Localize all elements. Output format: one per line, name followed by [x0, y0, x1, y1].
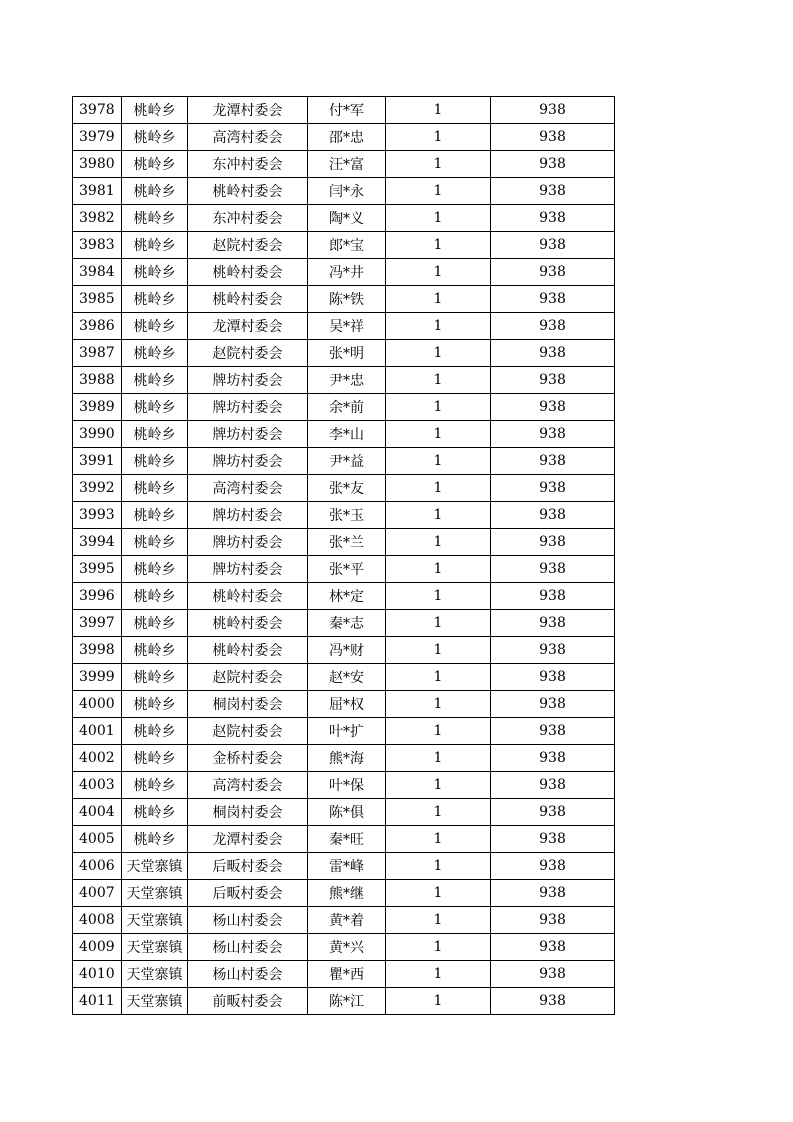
row-number-cell: 4000 — [73, 691, 122, 718]
count-cell: 1 — [386, 934, 491, 961]
name-cell: 陶*义 — [308, 205, 386, 232]
village-committee-cell: 龙潭村委会 — [188, 313, 308, 340]
village-committee-cell: 牌坊村委会 — [188, 448, 308, 475]
village-committee-cell: 桃岭村委会 — [188, 178, 308, 205]
amount-cell: 938 — [491, 502, 615, 529]
village-committee-cell: 龙潭村委会 — [188, 826, 308, 853]
name-cell: 余*前 — [308, 394, 386, 421]
count-cell: 1 — [386, 907, 491, 934]
name-cell: 张*平 — [308, 556, 386, 583]
name-cell: 尹*忠 — [308, 367, 386, 394]
count-cell: 1 — [386, 718, 491, 745]
table-row — [73, 502, 615, 529]
count-cell: 1 — [386, 961, 491, 988]
township-cell: 桃岭乡 — [122, 799, 188, 826]
name-cell: 屈*权 — [308, 691, 386, 718]
count-cell: 1 — [386, 691, 491, 718]
township-cell: 天堂寨镇 — [122, 988, 188, 1015]
row-number-cell: 4011 — [73, 988, 122, 1015]
name-cell: 张*兰 — [308, 529, 386, 556]
count-cell: 1 — [386, 232, 491, 259]
name-cell: 陈*江 — [308, 988, 386, 1015]
amount-cell: 938 — [491, 340, 615, 367]
township-cell: 桃岭乡 — [122, 826, 188, 853]
township-cell: 天堂寨镇 — [122, 934, 188, 961]
row-number-cell: 3995 — [73, 556, 122, 583]
village-committee-cell: 高湾村委会 — [188, 124, 308, 151]
name-cell: 闫*永 — [308, 178, 386, 205]
count-cell: 1 — [386, 124, 491, 151]
village-committee-cell: 牌坊村委会 — [188, 502, 308, 529]
amount-cell: 938 — [491, 907, 615, 934]
village-committee-cell: 牌坊村委会 — [188, 556, 308, 583]
table-row — [73, 853, 615, 880]
table-row — [73, 232, 615, 259]
table-row — [73, 799, 615, 826]
name-cell: 汪*富 — [308, 151, 386, 178]
table-row — [73, 583, 615, 610]
row-number-cell: 3999 — [73, 664, 122, 691]
amount-cell: 938 — [491, 124, 615, 151]
amount-cell: 938 — [491, 421, 615, 448]
name-cell: 赵*安 — [308, 664, 386, 691]
row-number-cell: 4005 — [73, 826, 122, 853]
table-row — [73, 637, 615, 664]
village-committee-cell: 后畈村委会 — [188, 853, 308, 880]
row-number-cell: 3992 — [73, 475, 122, 502]
amount-cell: 938 — [491, 151, 615, 178]
township-cell: 桃岭乡 — [122, 421, 188, 448]
table-row — [73, 151, 615, 178]
amount-cell: 938 — [491, 961, 615, 988]
township-cell: 桃岭乡 — [122, 529, 188, 556]
count-cell: 1 — [386, 664, 491, 691]
count-cell: 1 — [386, 556, 491, 583]
township-cell: 桃岭乡 — [122, 637, 188, 664]
village-committee-cell: 赵院村委会 — [188, 232, 308, 259]
amount-cell: 938 — [491, 448, 615, 475]
village-committee-cell: 桃岭村委会 — [188, 583, 308, 610]
name-cell: 叶*扩 — [308, 718, 386, 745]
row-number-cell: 3993 — [73, 502, 122, 529]
township-cell: 桃岭乡 — [122, 610, 188, 637]
table-row — [73, 259, 615, 286]
table-row — [73, 772, 615, 799]
row-number-cell: 3988 — [73, 367, 122, 394]
count-cell: 1 — [386, 178, 491, 205]
amount-cell: 938 — [491, 286, 615, 313]
count-cell: 1 — [386, 529, 491, 556]
village-committee-cell: 杨山村委会 — [188, 934, 308, 961]
amount-cell: 938 — [491, 313, 615, 340]
table-row — [73, 124, 615, 151]
table-row — [73, 367, 615, 394]
table-row — [73, 475, 615, 502]
township-cell: 桃岭乡 — [122, 286, 188, 313]
township-cell: 天堂寨镇 — [122, 907, 188, 934]
count-cell: 1 — [386, 502, 491, 529]
township-cell: 桃岭乡 — [122, 718, 188, 745]
row-number-cell: 4010 — [73, 961, 122, 988]
name-cell: 熊*海 — [308, 745, 386, 772]
village-committee-cell: 后畈村委会 — [188, 880, 308, 907]
village-committee-cell: 东冲村委会 — [188, 151, 308, 178]
amount-cell: 938 — [491, 178, 615, 205]
village-committee-cell: 龙潭村委会 — [188, 97, 308, 124]
amount-cell: 938 — [491, 745, 615, 772]
name-cell: 雷*峰 — [308, 853, 386, 880]
village-committee-cell: 桐岗村委会 — [188, 799, 308, 826]
village-committee-cell: 桐岗村委会 — [188, 691, 308, 718]
count-cell: 1 — [386, 151, 491, 178]
row-number-cell: 4007 — [73, 880, 122, 907]
table-row — [73, 556, 615, 583]
row-number-cell: 3978 — [73, 97, 122, 124]
count-cell: 1 — [386, 205, 491, 232]
table-row — [73, 448, 615, 475]
name-cell: 李*山 — [308, 421, 386, 448]
township-cell: 桃岭乡 — [122, 313, 188, 340]
name-cell: 付*军 — [308, 97, 386, 124]
name-cell: 邵*忠 — [308, 124, 386, 151]
township-cell: 天堂寨镇 — [122, 961, 188, 988]
count-cell: 1 — [386, 826, 491, 853]
count-cell: 1 — [386, 853, 491, 880]
village-committee-cell: 牌坊村委会 — [188, 421, 308, 448]
township-cell: 桃岭乡 — [122, 556, 188, 583]
row-number-cell: 3980 — [73, 151, 122, 178]
table-row — [73, 961, 615, 988]
amount-cell: 938 — [491, 988, 615, 1015]
name-cell: 黄*兴 — [308, 934, 386, 961]
amount-cell: 938 — [491, 205, 615, 232]
amount-cell: 938 — [491, 583, 615, 610]
amount-cell: 938 — [491, 97, 615, 124]
table-row — [73, 988, 615, 1015]
row-number-cell: 3983 — [73, 232, 122, 259]
count-cell: 1 — [386, 421, 491, 448]
row-number-cell: 3986 — [73, 313, 122, 340]
village-committee-cell: 杨山村委会 — [188, 961, 308, 988]
row-number-cell: 3984 — [73, 259, 122, 286]
row-number-cell: 4001 — [73, 718, 122, 745]
township-cell: 天堂寨镇 — [122, 880, 188, 907]
village-committee-cell: 赵院村委会 — [188, 340, 308, 367]
township-cell: 桃岭乡 — [122, 664, 188, 691]
table-row — [73, 205, 615, 232]
row-number-cell: 4006 — [73, 853, 122, 880]
row-number-cell: 4002 — [73, 745, 122, 772]
township-cell: 桃岭乡 — [122, 124, 188, 151]
row-number-cell: 4003 — [73, 772, 122, 799]
row-number-cell: 3994 — [73, 529, 122, 556]
amount-cell: 938 — [491, 691, 615, 718]
village-committee-cell: 赵院村委会 — [188, 664, 308, 691]
table-row — [73, 529, 615, 556]
amount-cell: 938 — [491, 934, 615, 961]
amount-cell: 938 — [491, 259, 615, 286]
name-cell: 瞿*西 — [308, 961, 386, 988]
amount-cell: 938 — [491, 772, 615, 799]
count-cell: 1 — [386, 97, 491, 124]
amount-cell: 938 — [491, 880, 615, 907]
table-row — [73, 718, 615, 745]
row-number-cell: 4004 — [73, 799, 122, 826]
name-cell: 陈*俱 — [308, 799, 386, 826]
village-committee-cell: 桃岭村委会 — [188, 637, 308, 664]
amount-cell: 938 — [491, 367, 615, 394]
township-cell: 桃岭乡 — [122, 259, 188, 286]
row-number-cell: 3991 — [73, 448, 122, 475]
village-committee-cell: 杨山村委会 — [188, 907, 308, 934]
village-committee-cell: 高湾村委会 — [188, 772, 308, 799]
name-cell: 郎*宝 — [308, 232, 386, 259]
table-row — [73, 340, 615, 367]
table-row — [73, 934, 615, 961]
township-cell: 桃岭乡 — [122, 745, 188, 772]
village-committee-cell: 牌坊村委会 — [188, 394, 308, 421]
table-row — [73, 421, 615, 448]
row-number-cell: 3979 — [73, 124, 122, 151]
table-row — [73, 286, 615, 313]
village-committee-cell: 桃岭村委会 — [188, 286, 308, 313]
row-number-cell: 3987 — [73, 340, 122, 367]
name-cell: 冯*井 — [308, 259, 386, 286]
township-cell: 桃岭乡 — [122, 232, 188, 259]
count-cell: 1 — [386, 259, 491, 286]
township-cell: 天堂寨镇 — [122, 853, 188, 880]
name-cell: 熊*继 — [308, 880, 386, 907]
village-committee-cell: 东冲村委会 — [188, 205, 308, 232]
count-cell: 1 — [386, 745, 491, 772]
amount-cell: 938 — [491, 394, 615, 421]
data-table — [72, 96, 615, 1015]
name-cell: 黄*着 — [308, 907, 386, 934]
table-row — [73, 97, 615, 124]
village-committee-cell: 赵院村委会 — [188, 718, 308, 745]
row-number-cell: 4008 — [73, 907, 122, 934]
township-cell: 桃岭乡 — [122, 772, 188, 799]
count-cell: 1 — [386, 340, 491, 367]
village-committee-cell: 金桥村委会 — [188, 745, 308, 772]
amount-cell: 938 — [491, 556, 615, 583]
amount-cell: 938 — [491, 232, 615, 259]
name-cell: 张*玉 — [308, 502, 386, 529]
township-cell: 桃岭乡 — [122, 394, 188, 421]
township-cell: 桃岭乡 — [122, 502, 188, 529]
count-cell: 1 — [386, 367, 491, 394]
name-cell: 尹*益 — [308, 448, 386, 475]
township-cell: 桃岭乡 — [122, 151, 188, 178]
name-cell: 冯*财 — [308, 637, 386, 664]
row-number-cell: 4009 — [73, 934, 122, 961]
township-cell: 桃岭乡 — [122, 205, 188, 232]
count-cell: 1 — [386, 286, 491, 313]
village-committee-cell: 前畈村委会 — [188, 988, 308, 1015]
village-committee-cell: 桃岭村委会 — [188, 610, 308, 637]
count-cell: 1 — [386, 988, 491, 1015]
amount-cell: 938 — [491, 610, 615, 637]
village-committee-cell: 桃岭村委会 — [188, 259, 308, 286]
name-cell: 张*友 — [308, 475, 386, 502]
row-number-cell: 3981 — [73, 178, 122, 205]
township-cell: 桃岭乡 — [122, 367, 188, 394]
amount-cell: 938 — [491, 529, 615, 556]
count-cell: 1 — [386, 394, 491, 421]
count-cell: 1 — [386, 772, 491, 799]
row-number-cell: 3990 — [73, 421, 122, 448]
table-row — [73, 313, 615, 340]
village-committee-cell: 牌坊村委会 — [188, 529, 308, 556]
township-cell: 桃岭乡 — [122, 178, 188, 205]
name-cell: 秦*志 — [308, 610, 386, 637]
amount-cell: 938 — [491, 637, 615, 664]
amount-cell: 938 — [491, 853, 615, 880]
row-number-cell: 3989 — [73, 394, 122, 421]
table-row — [73, 664, 615, 691]
township-cell: 桃岭乡 — [122, 583, 188, 610]
table-row — [73, 394, 615, 421]
count-cell: 1 — [386, 583, 491, 610]
table-body — [73, 97, 615, 1015]
township-cell: 桃岭乡 — [122, 340, 188, 367]
name-cell: 吴*祥 — [308, 313, 386, 340]
amount-cell: 938 — [491, 718, 615, 745]
count-cell: 1 — [386, 880, 491, 907]
name-cell: 陈*铁 — [308, 286, 386, 313]
table-row — [73, 880, 615, 907]
row-number-cell: 3997 — [73, 610, 122, 637]
amount-cell: 938 — [491, 826, 615, 853]
name-cell: 张*明 — [308, 340, 386, 367]
count-cell: 1 — [386, 799, 491, 826]
table-row — [73, 178, 615, 205]
township-cell: 桃岭乡 — [122, 475, 188, 502]
amount-cell: 938 — [491, 475, 615, 502]
row-number-cell: 3982 — [73, 205, 122, 232]
table-row — [73, 826, 615, 853]
township-cell: 桃岭乡 — [122, 448, 188, 475]
township-cell: 桃岭乡 — [122, 97, 188, 124]
amount-cell: 938 — [491, 664, 615, 691]
table-row — [73, 745, 615, 772]
village-committee-cell: 高湾村委会 — [188, 475, 308, 502]
table-row — [73, 907, 615, 934]
name-cell: 林*定 — [308, 583, 386, 610]
row-number-cell: 3998 — [73, 637, 122, 664]
row-number-cell: 3996 — [73, 583, 122, 610]
name-cell: 叶*保 — [308, 772, 386, 799]
count-cell: 1 — [386, 313, 491, 340]
count-cell: 1 — [386, 475, 491, 502]
count-cell: 1 — [386, 610, 491, 637]
township-cell: 桃岭乡 — [122, 691, 188, 718]
village-committee-cell: 牌坊村委会 — [188, 367, 308, 394]
table-row — [73, 691, 615, 718]
row-number-cell: 3985 — [73, 286, 122, 313]
name-cell: 秦*旺 — [308, 826, 386, 853]
table-row — [73, 610, 615, 637]
amount-cell: 938 — [491, 799, 615, 826]
count-cell: 1 — [386, 448, 491, 475]
count-cell: 1 — [386, 637, 491, 664]
